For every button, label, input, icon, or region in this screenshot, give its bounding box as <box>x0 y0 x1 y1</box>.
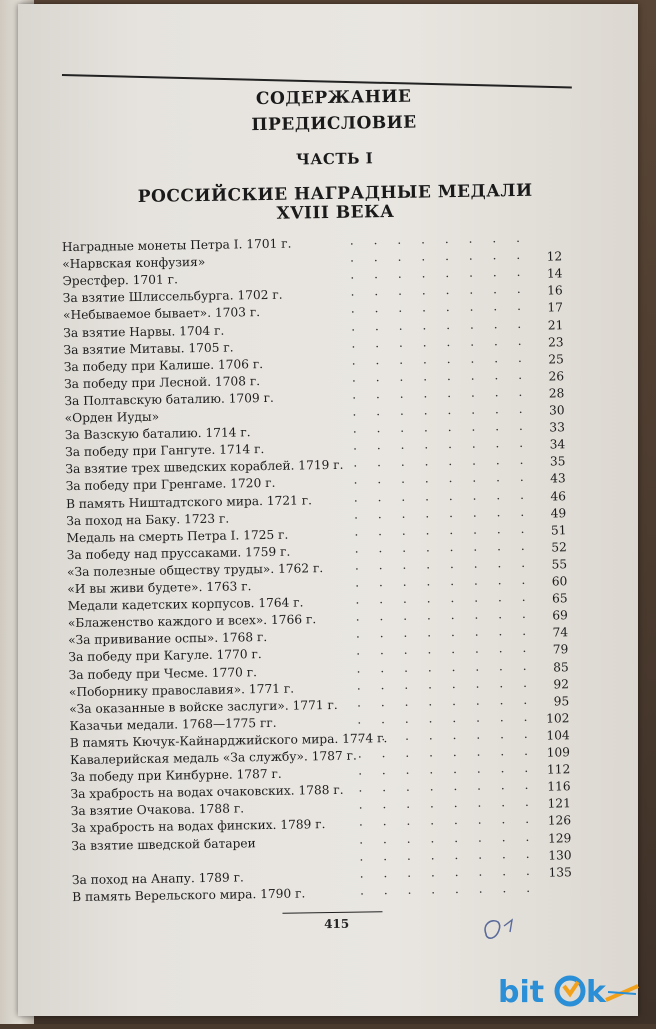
toc-entry-page: 49 <box>536 504 566 522</box>
toc-entry-page: 43 <box>536 470 566 488</box>
toc-entry-page: 26 <box>534 367 564 385</box>
leader-dots: . . . . . . . . <box>355 571 533 592</box>
toc-entry-page: 79 <box>538 641 568 659</box>
leader-dots: . . . . . . . . <box>357 673 535 694</box>
toc-entry-title: За взятие Очакова. 1788 г. <box>71 800 244 821</box>
leader-dots: . . . . . . . . <box>359 827 537 848</box>
part-heading: ЧАСТЬ I <box>115 146 555 171</box>
toc-entry-page: 52 <box>537 538 567 556</box>
leader-dots: . . . . . . . . <box>354 520 532 541</box>
leader-dots: . . . . . . . . <box>359 844 537 865</box>
leader-dots: . . . . . . . . <box>352 383 530 404</box>
toc-entry-page: 85 <box>539 658 569 676</box>
toc-entry-page: 25 <box>534 350 564 368</box>
toc-entry-title: За взятие шведской батареи <box>71 834 256 855</box>
toc-entry-title: За победу при Чесме. 1770 г. <box>69 663 258 684</box>
toc-entry-title: Медаль на смерть Петра I. 1725 г. <box>66 525 288 546</box>
toc-entry-title: За победу при Кинбурне. 1787 г. <box>70 765 282 786</box>
leader-dots: . . . . . . . . <box>356 605 534 626</box>
toc-entry-title: «Блаженство каждого и всех». 1766 г. <box>68 610 317 632</box>
leader-dots: . . . . . . . . <box>351 297 529 318</box>
toc-entry-title: «И вы живи будете». 1763 г. <box>67 577 251 598</box>
leader-dots: . . . . . . . . <box>350 263 528 284</box>
leader-dots: . . . . . . . . <box>357 725 535 746</box>
toc-entry-title: За взятие Митавы. 1705 г. <box>63 338 233 359</box>
toc-entry-page: 30 <box>534 401 564 419</box>
toc-entry-title: «За прививание оспы». 1768 г. <box>68 628 267 649</box>
toc-entry-title: Эрестфер. 1701 г. <box>62 271 178 291</box>
toc-entry-page: 102 <box>539 709 569 727</box>
contents-heading: СОДЕРЖАНИЕ <box>114 84 554 111</box>
toc-entry-page: 34 <box>535 435 565 453</box>
leader-dots: . . . . . . . . <box>358 759 536 780</box>
toc-entry-page: 95 <box>539 692 569 710</box>
leader-dots: . . . . . . . . <box>354 485 532 506</box>
page-number: 415 <box>307 916 367 931</box>
leader-dots: . . . . . . . . <box>358 776 536 797</box>
leader-dots: . . . . . . . . <box>354 537 532 558</box>
toc-entry-page: 69 <box>538 606 568 624</box>
toc-entry-title: За Полтавскую баталию. 1709 г. <box>64 389 274 410</box>
leader-dots: . . . . . . . . <box>352 400 530 421</box>
leader-dots: . . . . . . . . <box>353 451 531 472</box>
toc-entry-page: 33 <box>535 418 565 436</box>
leader-dots: . . . . . . . . <box>360 861 538 882</box>
toc-entry-title: Казачьи медали. 1768—1775 гг. <box>69 714 276 735</box>
toc-entry-title: За взятие трех шведских кораблей. 1719 г. <box>65 456 343 478</box>
toc-entry-title: За победу при Лесной. 1708 г. <box>64 372 260 393</box>
toc-entry-title: «За оказанные в войске заслуги». 1771 г. <box>69 696 338 718</box>
toc-entry-page: 130 <box>541 846 571 864</box>
toc-entry-title: За поход на Баку. 1723 г. <box>66 509 229 530</box>
toc-entry-title: За победу при Кагуле. 1770 г. <box>68 645 262 666</box>
leader-dots: . . . . . . . . <box>353 417 531 438</box>
toc-entry-page: 74 <box>538 624 568 642</box>
leader-dots: . . . . . . . . <box>353 434 531 455</box>
toc-entry-title: «За полезные обществу труды». 1762 г. <box>67 559 323 581</box>
toc-entry-page: 60 <box>537 572 567 590</box>
toc-entry-page: 126 <box>541 812 571 830</box>
toc-entry-page: 65 <box>537 589 567 607</box>
leader-dots: . . . . . . . . <box>356 656 534 677</box>
toc-entry-title: В память Ништадтского мира. 1721 г. <box>66 491 312 513</box>
preface-heading: ПРЕДИСЛОВИЕ <box>114 110 554 137</box>
leader-dots: . . . . . . . . <box>357 708 535 729</box>
leader-dots: . . . . . . . . <box>355 588 533 609</box>
toc-entry-title: За победу при Калише. 1706 г. <box>64 355 263 376</box>
toc-entry-page: 46 <box>536 487 566 505</box>
toc-entry-page: 35 <box>535 453 565 471</box>
toc-entry-title: В память Верельского мира. 1790 г. <box>72 884 305 906</box>
toc-entry-title: Медали кадетских корпусов. 1764 г. <box>67 594 303 616</box>
toc-entry-title: «Поборнику православия». 1771 г. <box>69 679 294 701</box>
toc-entry-page: 21 <box>533 316 563 334</box>
leader-dots: . . . . . . . . <box>355 554 533 575</box>
toc-entry-page: 23 <box>533 333 563 351</box>
toc-entry-page: 109 <box>540 743 570 761</box>
leader-dots: . . . . . . . . <box>356 622 534 643</box>
leader-dots: . . . . . . . . <box>360 879 538 900</box>
leader-dots: . . . . . . . . <box>350 229 528 250</box>
toc-entry-title: За взятие Нарвы. 1704 г. <box>63 321 224 342</box>
toc-entry-page: 116 <box>540 777 570 795</box>
toc-entry-page: 16 <box>533 282 563 300</box>
leader-dots: . . . . . . . . <box>356 639 534 660</box>
toc-entry-page: 55 <box>537 555 567 573</box>
toc-entry-title: За взятие Шлиссельбурга. 1702 г. <box>63 286 283 307</box>
toc-entry-title: «Нарвская конфузия» <box>62 253 205 273</box>
toc-entry-page: 14 <box>532 265 562 283</box>
toc-entry-page: 121 <box>541 795 571 813</box>
toc-entry-page: 28 <box>534 384 564 402</box>
toc-entry-page: 112 <box>540 760 570 778</box>
toc-entry-title: Кавалерийская медаль «За службу». 1787 г. <box>70 747 357 770</box>
svg-text:k: k <box>586 975 607 1010</box>
toc-entry-title: За храбрость на водах очаковских. 1788 г. <box>70 781 343 803</box>
leader-dots: . . . . . . . . <box>354 502 532 523</box>
toc-entry-title: В память Кючук-Кайнарджийского мира. 1774 г. <box>70 729 388 752</box>
pencil-mark-icon <box>476 912 526 944</box>
toc-entry-title: «Небываемое бывает». 1703 г. <box>63 303 260 324</box>
leader-dots: . . . . . . . . <box>351 314 529 335</box>
toc-entry-page: 129 <box>541 829 571 847</box>
toc-entry-page: 104 <box>540 726 570 744</box>
toc-entry-page: 12 <box>532 247 562 265</box>
toc-entry-title: За поход на Анапу. 1789 г. <box>72 868 244 889</box>
svg-text:bit: bit <box>498 975 544 1010</box>
bitok-logo-icon <box>498 972 648 1012</box>
section-heading-line2: XVIII ВЕКА <box>115 199 555 226</box>
toc-entry-page: 17 <box>533 299 563 317</box>
toc-entry-page: 51 <box>536 521 566 539</box>
leader-dots: . . . . . . . . <box>359 810 537 831</box>
toc-entry-title: За Вазскую баталию. 1714 г. <box>65 423 251 444</box>
section-heading-line1: РОССИЙСКИЕ НАГРАДНЫЕ МЕДАЛИ <box>115 180 555 207</box>
leader-dots: . . . . . . . . <box>350 280 528 301</box>
toc-entry-title: За победу над пруссаками. 1759 г. <box>67 542 291 564</box>
toc-entry-title: За храбрость на водах финских. 1789 г. <box>71 816 326 838</box>
leader-dots: . . . . . . . . <box>352 349 530 370</box>
toc-entry-title: За победу при Гренгаме. 1720 г. <box>66 474 276 495</box>
toc-entry-title: Наградные монеты Петра I. 1701 г. <box>62 235 292 257</box>
toc-entry-title: За победу при Гангуте. 1714 г. <box>65 440 264 461</box>
toc-entry-page: 135 <box>542 863 572 881</box>
toc-entry-page: 92 <box>539 675 569 693</box>
leader-dots: . . . . . . . . <box>357 690 535 711</box>
leader-dots: . . . . . . . . <box>350 246 528 267</box>
leader-dots: . . . . . . . . <box>358 742 536 763</box>
leader-dots: . . . . . . . . <box>352 366 530 387</box>
leader-dots: . . . . . . . . <box>351 331 529 352</box>
leader-dots: . . . . . . . . <box>359 793 537 814</box>
toc-entry-title: «Орден Иуды» <box>65 408 160 427</box>
leader-dots: . . . . . . . . <box>353 468 531 489</box>
bottom-rule <box>282 911 382 914</box>
